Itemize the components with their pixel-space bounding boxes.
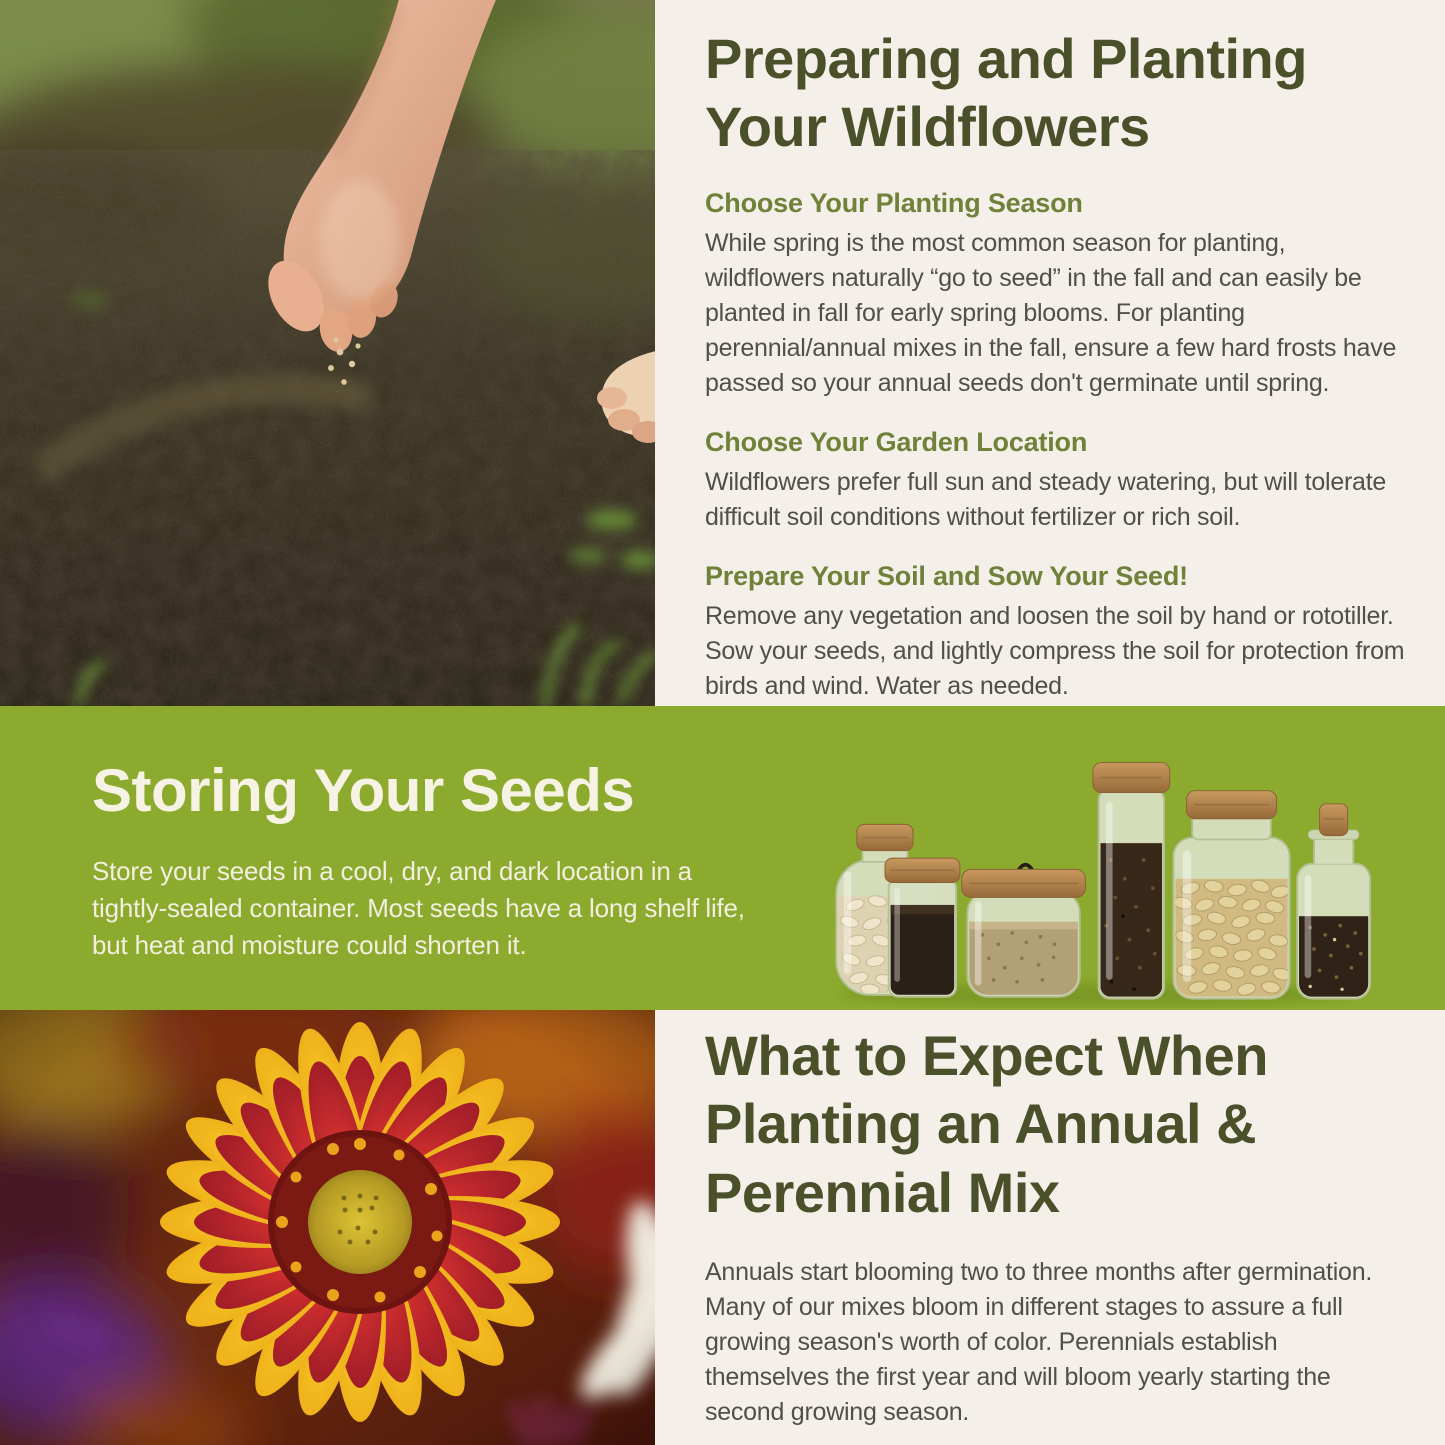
planting-guide-section — [655, 0, 1445, 706]
seed-jars-photo — [825, 742, 1373, 1008]
subheading-prepare-soil: Prepare Your Soil and Sow Your Seed! — [705, 560, 1188, 591]
storing-seeds-banner — [0, 706, 1445, 1010]
section-body: Annuals start blooming two to three months after germination. Many of our mixes bloom in different stages to assure a full growing season's worth of color. Perennials establish themselves the first year and will bloom yearly starting the second growing season. — [705, 1257, 1373, 1426]
page-title: Preparing and Planting Your Wildflowers — [705, 27, 1307, 159]
subheading-planting-season: Choose Your Planting Season — [705, 187, 1083, 218]
pumpkin-seed-jar — [1173, 791, 1293, 999]
banner-body: Store your seeds in a cool, dry, and dark location in a tightly-sealed container. Most seeds have a long shelf life, but heat and moisture could shorten it. — [92, 856, 745, 960]
small-seed-jar — [885, 858, 960, 997]
soil-sowing-photo — [0, 0, 655, 706]
seed-jars-illustration — [825, 742, 1373, 1008]
squat-seed-jar — [962, 865, 1086, 997]
section-title: What to Expect When Planting an Annual & Perennial Mix — [705, 1024, 1268, 1224]
banner-title: Storing Your Seeds — [92, 757, 635, 824]
subheading-garden-location: Choose Your Garden Location — [705, 426, 1088, 457]
paragraph-prepare-soil: Remove any vegetation and loosen the soil by hand or rototiller. Sow your seeds, and lightly compress the soil for protection from birds and wind. Water as needed. — [705, 601, 1405, 700]
expectations-section — [655, 1010, 1445, 1445]
tall-seed-tube — [1093, 763, 1170, 999]
banner-text-block — [92, 756, 747, 964]
seed-bottle — [1297, 804, 1370, 999]
flower-photo-illustration — [0, 1010, 655, 1445]
paragraph-planting-season: While spring is the most common season for planting, wildflowers naturally “go to seed” in the fall and can easily be planted in fall for early spring blooms. For planting perennial/annual mixes in the fall, ensure a few hard frosts have passed so your annual seeds don't germinate until spring. — [705, 228, 1397, 397]
paragraph-garden-location: Wildflowers prefer full sun and steady watering, but will tolerate difficult soil conditions without fertilizer or rich soil. — [705, 467, 1387, 531]
soil-photo-illustration — [0, 0, 655, 706]
blanket-flower-photo — [0, 1010, 655, 1445]
